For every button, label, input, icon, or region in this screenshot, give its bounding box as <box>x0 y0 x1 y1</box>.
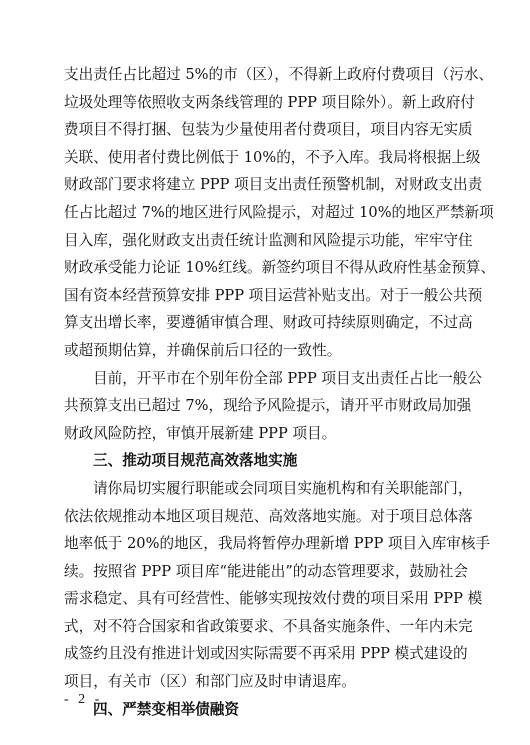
body-line: 共预算支出已超过 7%，现给予风险提示，请开平市财政局加强 <box>64 397 472 415</box>
body-line: 算支出增长率，要遵循审慎合理、财政可持续原则确定，不过高 <box>64 314 473 332</box>
body-line: 地率低于 20%的地区，我局将暂停办理新增 PPP 项目入库审核手 <box>64 535 491 553</box>
body-line: 关联、使用者付费比例低于 10%的，不予入库。我局将根据上级 <box>64 148 481 166</box>
body-line: 依法依规推动本地区项目规范、高效落地实施。对于项目总体落 <box>64 507 473 525</box>
document-body <box>64 61 496 723</box>
page-number: - 2 - <box>64 692 103 707</box>
body-line: 任占比超过 7%的地区进行风险提示，对超过 10%的地区严禁新项 <box>64 203 494 221</box>
body-line: 或超预期估算，并确保前后口径的一致性。 <box>64 341 342 359</box>
body-line: 国有资本经营预算安排 PPP 项目运营补贴支出。对于一般公共预 <box>64 286 483 304</box>
body-line: 费项目不得打捆、包装为少量使用者付费项目，项目内容无实质 <box>64 121 473 139</box>
body-line: 请你局切实履行职能或会同项目实施机构和有关职能部门， <box>93 479 473 497</box>
body-line: 式，对不符合国家和省政策要求、不具备实施条件、一年内未完 <box>64 617 473 635</box>
body-line: 财政风险防控，审慎开展新建 PPP 项目。 <box>64 424 337 442</box>
body-line: 成签约且没有推进计划或因实际需要不再采用 PPP 模式建设的 <box>64 645 468 663</box>
section-heading: 三、推动项目规范高效落地实施 <box>93 452 298 470</box>
section-heading: 四、严禁变相举债融资 <box>93 700 239 718</box>
body-line: 财政部门要求将建立 PPP 项目支出责任预警机制，对财政支出责 <box>64 176 483 194</box>
body-line: 续。按照省 PPP 项目库“能进能出”的动态管理要求，鼓励社会 <box>64 562 468 580</box>
body-line: 目前，开平市在个别年份全部 PPP 项目支出责任占比一般公 <box>93 369 482 387</box>
body-line: 支出责任占比超过 5%的市（区），不得新上政府付费项目（污水、 <box>64 66 494 83</box>
body-line: 项目，有关市（区）和部门应及时申请退库。 <box>64 673 356 691</box>
body-line: 财政承受能力论证 10%红线。新签约项目不得从政府性基金预算、 <box>64 259 496 277</box>
body-line: 垃圾处理等依照收支两条线管理的 PPP 项目除外）。新上政府付 <box>64 93 475 111</box>
body-line: 目入库，强化财政支出责任统计监测和风险提示功能，牢牢守住 <box>64 231 473 249</box>
body-line: 需求稳定、具有可经营性、能够实现按效付费的项目采用 PPP 模 <box>64 590 483 608</box>
